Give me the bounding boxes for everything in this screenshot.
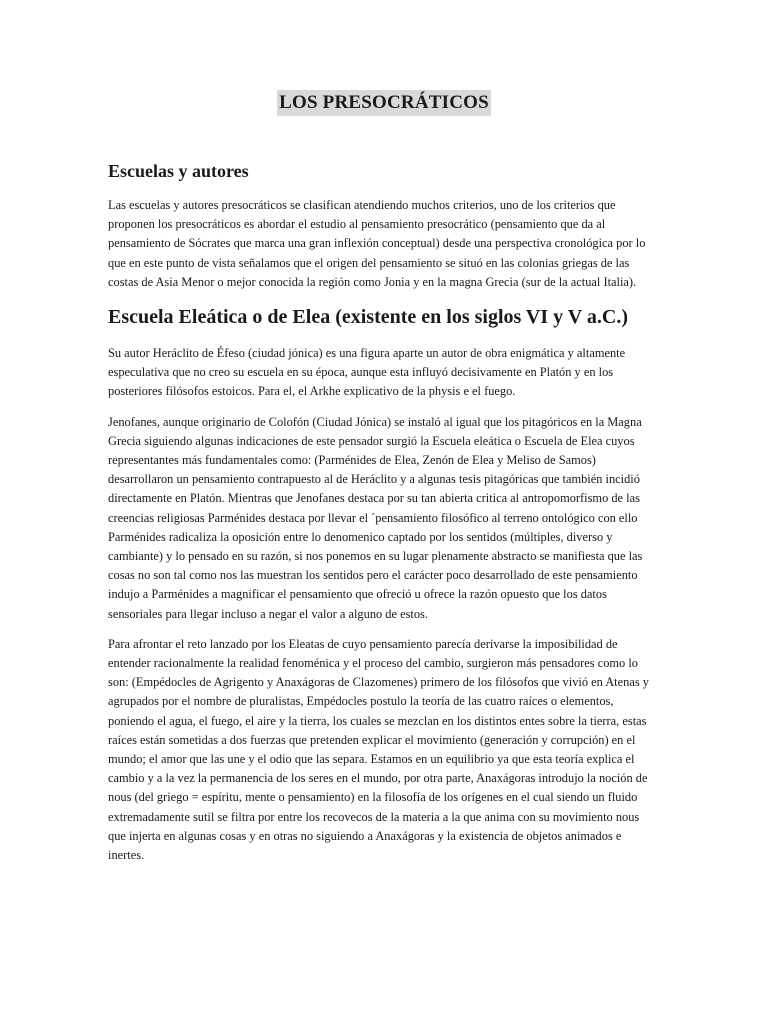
paragraph: Para afrontar el reto lanzado por los Eleatas de cuyo pensamiento parecía derivarse la imposibilidad de entender racionalmente la realidad fenoménica y el proceso del cambio, surgieron más pensadores como lo son: (Empédocles de Agrigento y Anaxágoras de Clazomenes) primero de los filósofos que vivió en Atenas y agrupados por el nombre de pluralistas, Empédocles postulo la teoría de las cuatro raíces o elementos, poniendo el agua, el fuego, el aire y la tierra, los cuales se mezclan en los distintos entes sobre la tierra, estas raíces están sometidas a dos fuerzas que pretenden explicar el movimiento (generación y corrupción) en el mundo; el amor que las une y el odio que las separa. Estamos en un equilibrio ya que esta teoría explica el cambio y a la vez la permanencia de los seres en el mundo, por otra parte, Anaxágoras introdujo la noción de nous (del griego = espíritu, mente o pensamiento) en la filosofía de los orígenes en el cual siendo un fluido extremadamente sutil se filtra por entre los recovecos de la materia a la que anima con su movimiento nous que injerta en algunas cosas y en otras no siguiendo a Anaxágoras y la existencia de objetos animados e inertes. [108,636,649,863]
paragraph: Las escuelas y autores presocráticos se clasifican atendiendo muchos criterios, uno de los criterios que proponen los presocráticos es abordar el estudio al pensamiento presocrático (pensamiento que da al pensamiento de Sócrates que marca una gran inflexión conceptual) desde una perspectiva cronológica por lo que en este punto de vista señalamos que el origen del pensamiento se situó en las colonias griegas de las costas de Asia Menor o mejor conocida la región como Jonia y en la magna Grecia (sur de la actual Italia). [108,198,646,289]
document-title: LOS PRESOCRÁTICOS [277,90,491,116]
title-wrapper [108,90,660,116]
section-heading-escuelas: Escuelas y autores [108,161,249,181]
section-heading-eleatica: Escuela Eleática o de Elea (existente en los siglos VI y V a.C.) [108,306,628,329]
paragraph: Su autor Heráclito de Éfeso (ciudad jónica) es una figura aparte un autor de obra enigmática y altamente especulativa que no creo su escuela en su época, aunque esta influyó decisivamente en Platón y en los posteriores filósofos estoicos. Para el, el Arkhe explicativo de la physis e el fuego. [108,346,626,399]
paragraph: Jenofanes, aunque originario de Colofón (Ciudad Jónica) se instaló al igual que los pitagóricos en la Magna Grecia siguiendo algunas indicaciones de este pensador surgió la Escuela eleática o Escuela de Elea cuyos representantes más fundamentales como: (Parménides de Elea, Zenón de Elea y Meliso de Samos) desarrollaron un pensamiento contrapuesto al de Heráclito y a algunas tesis pitagóricas que también incidió directamente en Platón. Mientras que Jenofanes destaca por su tan abierta critica al antropomorfismo de las creencias religiosas Parménides destaca por llevar el ´pensamiento filosófico al terreno ontológico con ello Parménides radicaliza la oposición entre lo denomenico captado por los sentidos (múltiples, diverso y cambiante) y lo pensado en su razón, si nos ponemos en su lugar plenamente abstracto se manifiesta que las cosas no son tal como nos las muestran los sentidos pero el carácter poco desarrollado de este pensamiento indujo a Parménides a magnificar el pensamiento que ofreció u ofrece la razón opuesto que los datos sensoriales para llegar incluso a negar el valor a alguno de estos. [108,414,643,621]
